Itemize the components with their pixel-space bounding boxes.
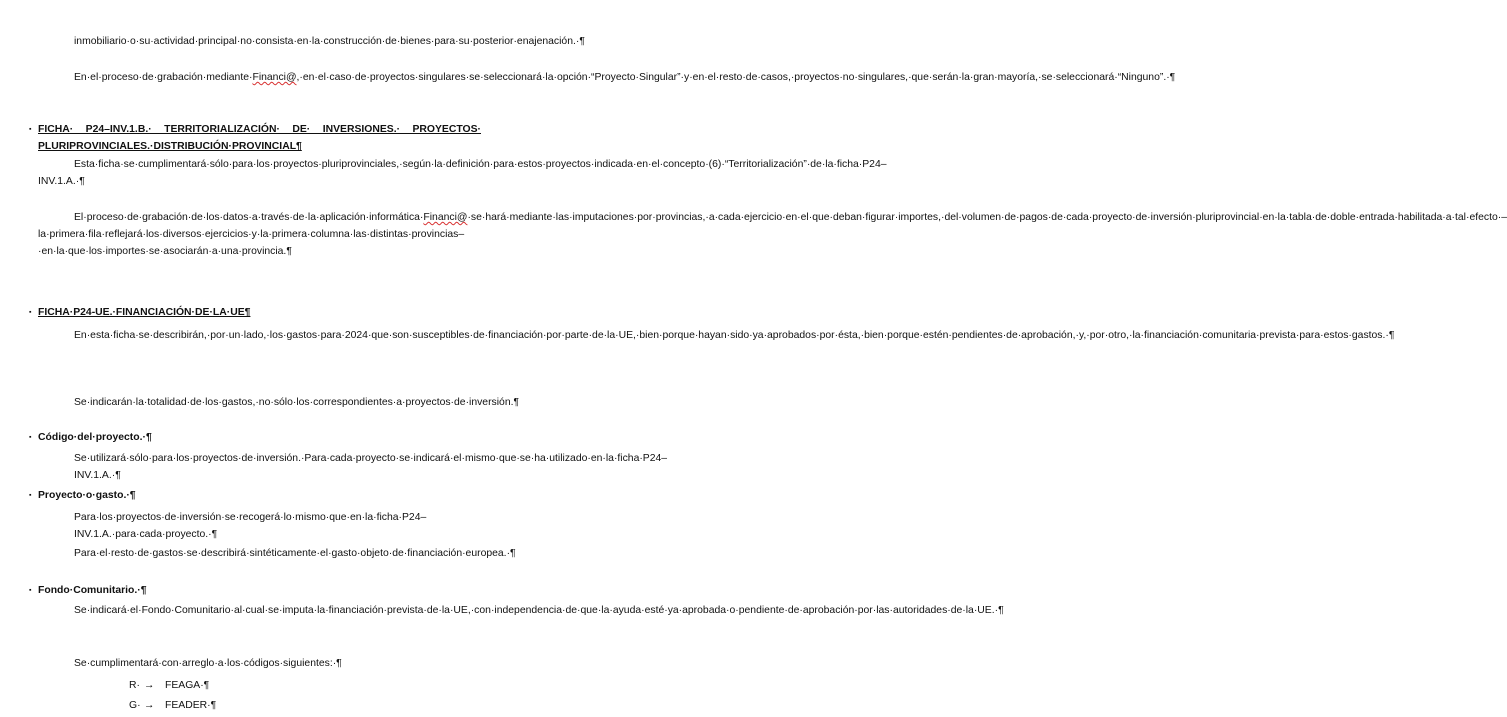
section-heading [38, 121, 481, 155]
bullet-icon: ▪ [29, 434, 32, 441]
paragraph [74, 655, 481, 672]
arrow-icon: → [144, 700, 155, 711]
section-heading [38, 304, 250, 321]
paragraph [74, 545, 516, 562]
paragraph-text: ,·en·el·caso·de·proyectos·singulares·se·seleccionará·la·opción·“Proyecto·Singular”·y·en·el·resto·de·casos,·proyectos·no·singulares,·que·serán·la·gran·mayoría,·se·seleccionará·“Ninguno”.·¶ [296, 72, 1176, 83]
paragraph-text: inmobiliario·o·su·actividad·principal·no·consista·en·la·construcción·de·bienes·para·su·posterior·enajenación.·¶ [74, 36, 585, 47]
paragraph [74, 33, 585, 50]
code-label: FEADER·¶ [165, 700, 217, 711]
code-letter: G· [129, 700, 141, 711]
bullet-icon: ▪ [29, 587, 32, 594]
code-label: FEAGA·¶ [165, 680, 210, 691]
paragraph-text: En·el·proceso·de·grabación·mediante· [74, 72, 253, 83]
section-heading [38, 429, 152, 446]
spellcheck-word: Financi@ [423, 212, 468, 223]
section-heading [38, 487, 136, 504]
heading-text: Fondo·Comunitario.·¶ [38, 585, 147, 596]
heading-text: FICHA·P24-UE.·FINANCIACIÓN·DE·LA·UE¶ [38, 307, 251, 318]
bullet-icon: ▪ [29, 126, 32, 133]
paragraph [38, 156, 887, 190]
bullet-icon: ▪ [29, 492, 32, 499]
heading-text: Código·del·proyecto.·¶ [38, 432, 152, 443]
paragraph [74, 602, 1004, 619]
paragraph-text: Para·los·proyectos·de·inversión·se·recogerá·lo·mismo·que·en·la·ficha·P24–INV.1.A.·para·cada·proyecto.·¶ [74, 512, 427, 541]
bullet-icon: ▪ [29, 309, 32, 316]
paragraph-text: Para·el·resto·de·gastos·se·describirá·sintéticamente·el·gasto·objeto·de·financiación·europea.·¶ [74, 548, 516, 559]
paragraph-text: Se·indicará·el·Fondo·Comunitario·al·cual·se·imputa·la·financiación·prevista·de·la·UE,·con·independencia·de·que·la·ayuda·esté·ya·aprobada·o·pendiente·de·aprobación·por·las·autoridades·de·la·UE.·¶ [74, 605, 1004, 616]
code-letter: R· [129, 680, 140, 691]
paragraph-text: El·proceso·de·grabación·de·los·datos·a·través·de·la·aplicación·informática· [74, 212, 424, 223]
spellcheck-word: Financi@ [252, 72, 297, 83]
heading-text: FICHA· P24–INV.1.B.· TERRITORIALIZACIÓN· DE· INVERSIONES.· PROYECTOS· PLURIPROVINCIALES.·DISTRIBUCIÓN·PROVINCIAL¶ [38, 124, 481, 153]
paragraph [74, 450, 668, 484]
arrow-icon: → [144, 680, 155, 691]
paragraph [74, 69, 1176, 86]
paragraph-text: ·se·hará·mediante·las·imputaciones·por·provincias,·a·cada·ejercicio·en·el·que·deban·figurar·importes,·del·volumen·de·pagos·de·cada·proyecto·de·inversión·pluriprovincial·en·la·tabla·de·doble·entrada·habilitada·a·tal·efecto·–la·primera·fila·reflejará·los·diversos·ejercicios·y·la·primera·columna·las·distintas·provincias–·en·la·que·los·importes·se·asociarán·a·una·provincia.¶ [38, 212, 1507, 258]
paragraph [38, 394, 520, 411]
heading-text: Proyecto·o·gasto.·¶ [38, 490, 136, 501]
paragraph-text: En·esta·ficha·se·describirán,·por·un·lado,·los·gastos·para·2024·que·son·susceptibles·de·financiación·por·parte·de·la·UE,·bien·porque·hayan·sido·ya·aprobados·por·ésta,·bien·porque·estén·pendientes·de·aprobación,·y,·por·otro,·la·financiación·comunitaria·prevista·para·estos·gastos.·¶ [74, 330, 1395, 341]
paragraph-text: Se·utilizará·sólo·para·los·proyectos·de·inversión.·Para·cada·proyecto·se·indicará·el·mismo·que·se·ha·utilizado·en·la·ficha·P24–INV.1.A.·¶ [74, 453, 668, 482]
paragraph-text: Esta·ficha·se·cumplimentará·sólo·para·los·proyectos·pluriprovinciales,·según·la·definición·para·estos·proyectos·indicada·en·el·concepto·(6)·“Territorialización”·de·la·ficha·P24–INV.1.A.·¶ [38, 159, 887, 188]
section-heading [38, 582, 147, 599]
paragraph-text: Se·cumplimentará·con·arreglo·a·los·códigos·siguientes:·¶ [74, 658, 342, 669]
paragraph [38, 327, 1395, 344]
paragraph [38, 209, 1507, 261]
paragraph-text: Se·indicarán·la·totalidad·de·los·gastos,·no·sólo·los·correspondientes·a·proyectos·de·inversión.¶ [74, 397, 520, 408]
paragraph [74, 509, 481, 543]
